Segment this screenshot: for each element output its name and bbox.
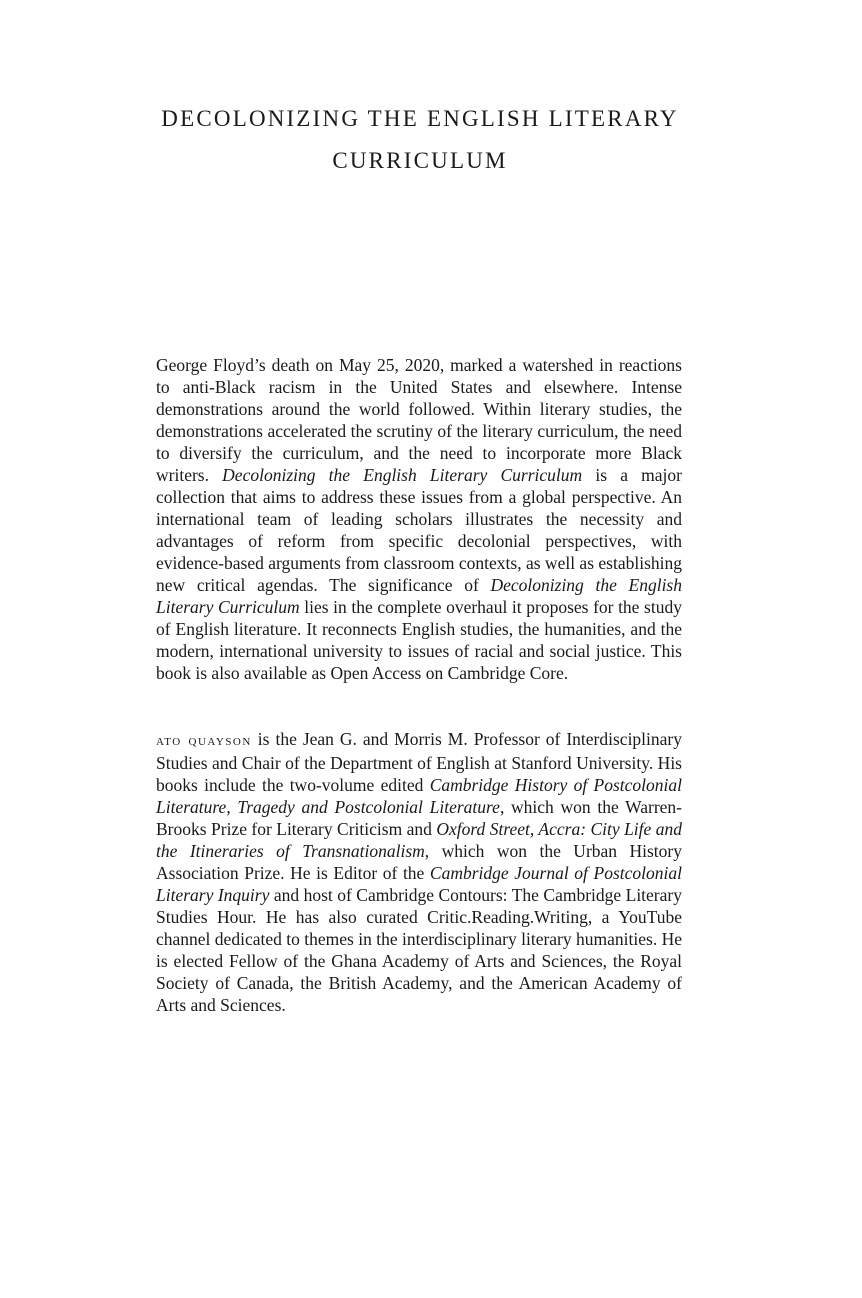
bio-text-3: , which won the Warren-Brooks Prize for Literary Criticism and bbox=[156, 797, 683, 839]
description-book-title-2: Decolonizing the English Literary Curriculum bbox=[156, 575, 682, 617]
book-title-line-2: CURRICULUM bbox=[332, 148, 508, 173]
author-bio bbox=[156, 728, 682, 1016]
bio-text-4: , which won the Urban History Association Prize. He is Editor of the bbox=[156, 841, 682, 883]
bio-work-title-1: Cambridge History of Postcolonial Literature bbox=[156, 775, 683, 817]
bio-journal-title: Cambridge Journal of Postcolonial Literary Inquiry bbox=[156, 863, 682, 905]
description-text-1: George Floyd’s death on May 25, 2020, marked a watershed in reactions to anti-Black racism in the United States and elsewhere. Intense demonstrations around the world followed. Within literary studies, the demonstrations accelerated the scrutiny of the literary curriculum, the need to diversify the curriculum, and the need to incorporate more Black writers. bbox=[156, 355, 682, 485]
author-name: ato quayson bbox=[156, 733, 252, 749]
book-title bbox=[120, 98, 720, 182]
description-text-3: lies in the complete overhaul it proposes for the study of English literature. It reconnects English studies, the humanities, and the modern, international university to issues of racial and social justice. This book is also available as Open Access on Cambridge Core. bbox=[156, 597, 682, 683]
book-title-line-1: DECOLONIZING THE ENGLISH LITERARY bbox=[161, 106, 679, 131]
bio-text-1: is the Jean G. and Morris M. Professor of Interdisciplinary Studies and Chair of the Department of English at Stanford University. His books include the two-volume edited bbox=[156, 729, 682, 795]
description-text-2: is a major collection that aims to address these issues from a global perspective. An international team of leading scholars illustrates the necessity and advantages of reform from specific decolonial perspectives, with evidence-based arguments from classroom contexts, as well as establishing new critical agendas. The significance of bbox=[156, 465, 682, 595]
bio-text-5: and host of Cambridge Contours: The Cambridge Literary Studies Hour. He has also curated Critic.Reading.Writing, a YouTube channel dedicated to themes in the interdisciplinary literary humanities. He is elected Fellow of the Ghana Academy of Arts and Sciences, the Royal Society of Canada, the British Academy, and the American Academy of Arts and Sciences. bbox=[156, 885, 682, 1015]
book-description bbox=[156, 354, 682, 684]
bio-text-2: , bbox=[226, 797, 238, 817]
bio-work-title-2: Tragedy and Postcolonial Literature bbox=[237, 797, 500, 817]
description-book-title-1: Decolonizing the English Literary Curriculum bbox=[222, 465, 583, 485]
bio-work-title-3: Oxford Street, Accra: City Life and the Itineraries of Transnationalism bbox=[156, 819, 682, 861]
